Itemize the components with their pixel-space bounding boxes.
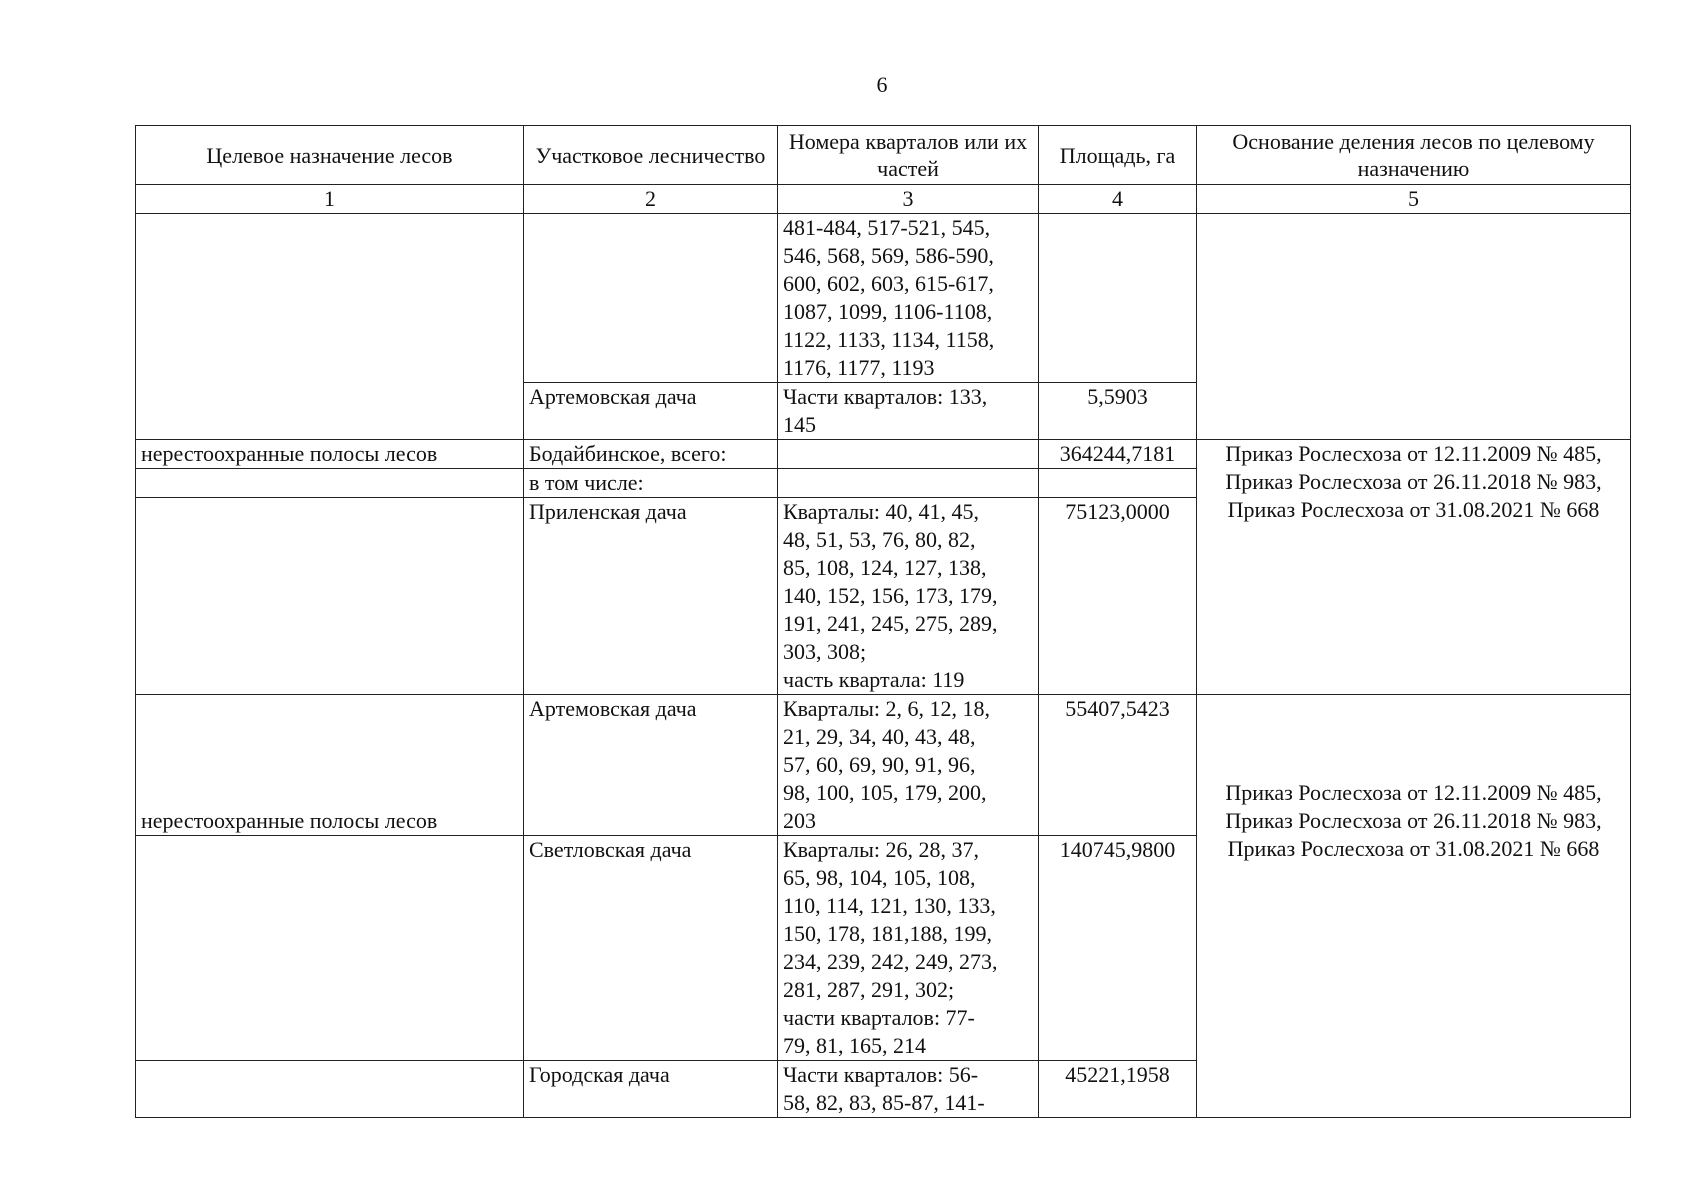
area-cell-empty [1039, 469, 1197, 498]
area-cell: 5,5903 [1039, 383, 1197, 440]
area-cell-empty [1039, 214, 1197, 383]
area-cell: 55407,5423 [1039, 695, 1197, 836]
column-number-row [136, 185, 1631, 214]
quarters-cell: Кварталы: 2, 6, 12, 18, 21, 29, 34, 40, 43, 48, 57, 60, 69, 90, 91, 96, 98, 100, 105, 179, 200, 203 [778, 695, 1039, 836]
header-basis: Основание деления лесов по целевому назначению [1197, 126, 1631, 185]
quarters-cell: Части кварталов: 133, 145 [778, 383, 1039, 440]
quarters-cell: 481-484, 517-521, 545, 546, 568, 569, 586-590, 600, 602, 603, 615-617, 1087, 1099, 1106-1108, 1122, 1133, 1134, 1158, 1176, 1177, 1193 [778, 214, 1039, 383]
purpose-cell-empty [136, 1061, 524, 1118]
table-row [136, 214, 1631, 383]
basis-cell: Приказ Рослесхоза от 12.11.2009 № 485, Приказ Рослесхоза от 26.11.2018 № 983, Приказ Рослесхоза от 31.08.2021 № 668 [1197, 695, 1631, 1118]
header-forestry: Участковое лесничество [524, 126, 778, 185]
column-number: 5 [1197, 185, 1631, 214]
table-header-row [136, 126, 1631, 185]
purpose-cell: нерестоохранные полосы лесов [136, 695, 524, 836]
column-number: 2 [524, 185, 778, 214]
quarters-cell-empty [778, 440, 1039, 469]
quarters-cell: Кварталы: 40, 41, 45, 48, 51, 53, 76, 80, 82, 85, 108, 124, 127, 138, 140, 152, 156, 173, 179, 191, 241, 245, 275, 289, 303, 308; часть квартала: 119 [778, 498, 1039, 695]
column-number: 3 [778, 185, 1039, 214]
forestry-cell: Светловская дача [524, 836, 778, 1061]
header-purpose: Целевое назначение лесов [136, 126, 524, 185]
column-number: 1 [136, 185, 524, 214]
forest-purpose-table [135, 125, 1631, 1118]
header-quarters: Номера кварталов или их частей [778, 126, 1039, 185]
quarters-cell-empty [778, 469, 1039, 498]
area-cell: 75123,0000 [1039, 498, 1197, 695]
forestry-total-cell: Бодайбинское, всего: [524, 440, 778, 469]
forestry-cell: Артемовская дача [524, 383, 778, 440]
area-cell: 140745,9800 [1039, 836, 1197, 1061]
forestry-cell: Городская дача [524, 1061, 778, 1118]
quarters-cell: Кварталы: 26, 28, 37, 65, 98, 104, 105, 108, 110, 114, 121, 130, 133, 150, 178, 181,188, 199, 234, 239, 242, 249, 273, 281, 287, 291, 302; части кварталов: 77- 79, 81, 165, 214 [778, 836, 1039, 1061]
purpose-cell-empty [136, 214, 524, 440]
purpose-cell-empty [136, 469, 524, 498]
forestry-cell: в том числе: [524, 469, 778, 498]
purpose-cell-empty [136, 498, 524, 695]
forestry-cell: Приленская дача [524, 498, 778, 695]
basis-cell-empty [1197, 214, 1631, 440]
quarters-cell: Части кварталов: 56- 58, 82, 83, 85-87, 141- [778, 1061, 1039, 1118]
forestry-cell-empty [524, 214, 778, 383]
header-area: Площадь, га [1039, 126, 1197, 185]
area-cell: 45221,1958 [1039, 1061, 1197, 1118]
forestry-cell: Артемовская дача [524, 695, 778, 836]
basis-cell: Приказ Рослесхоза от 12.11.2009 № 485, Приказ Рослесхоза от 26.11.2018 № 983, Приказ Рослесхоза от 31.08.2021 № 668 [1197, 440, 1631, 695]
purpose-cell-empty [136, 836, 524, 1061]
column-number: 4 [1039, 185, 1197, 214]
page-number: 6 [876, 72, 888, 97]
area-total-cell: 364244,7181 [1039, 440, 1197, 469]
purpose-cell: нерестоохранные полосы лесов [136, 440, 524, 469]
table-row [136, 440, 1631, 469]
table-row [136, 695, 1631, 836]
